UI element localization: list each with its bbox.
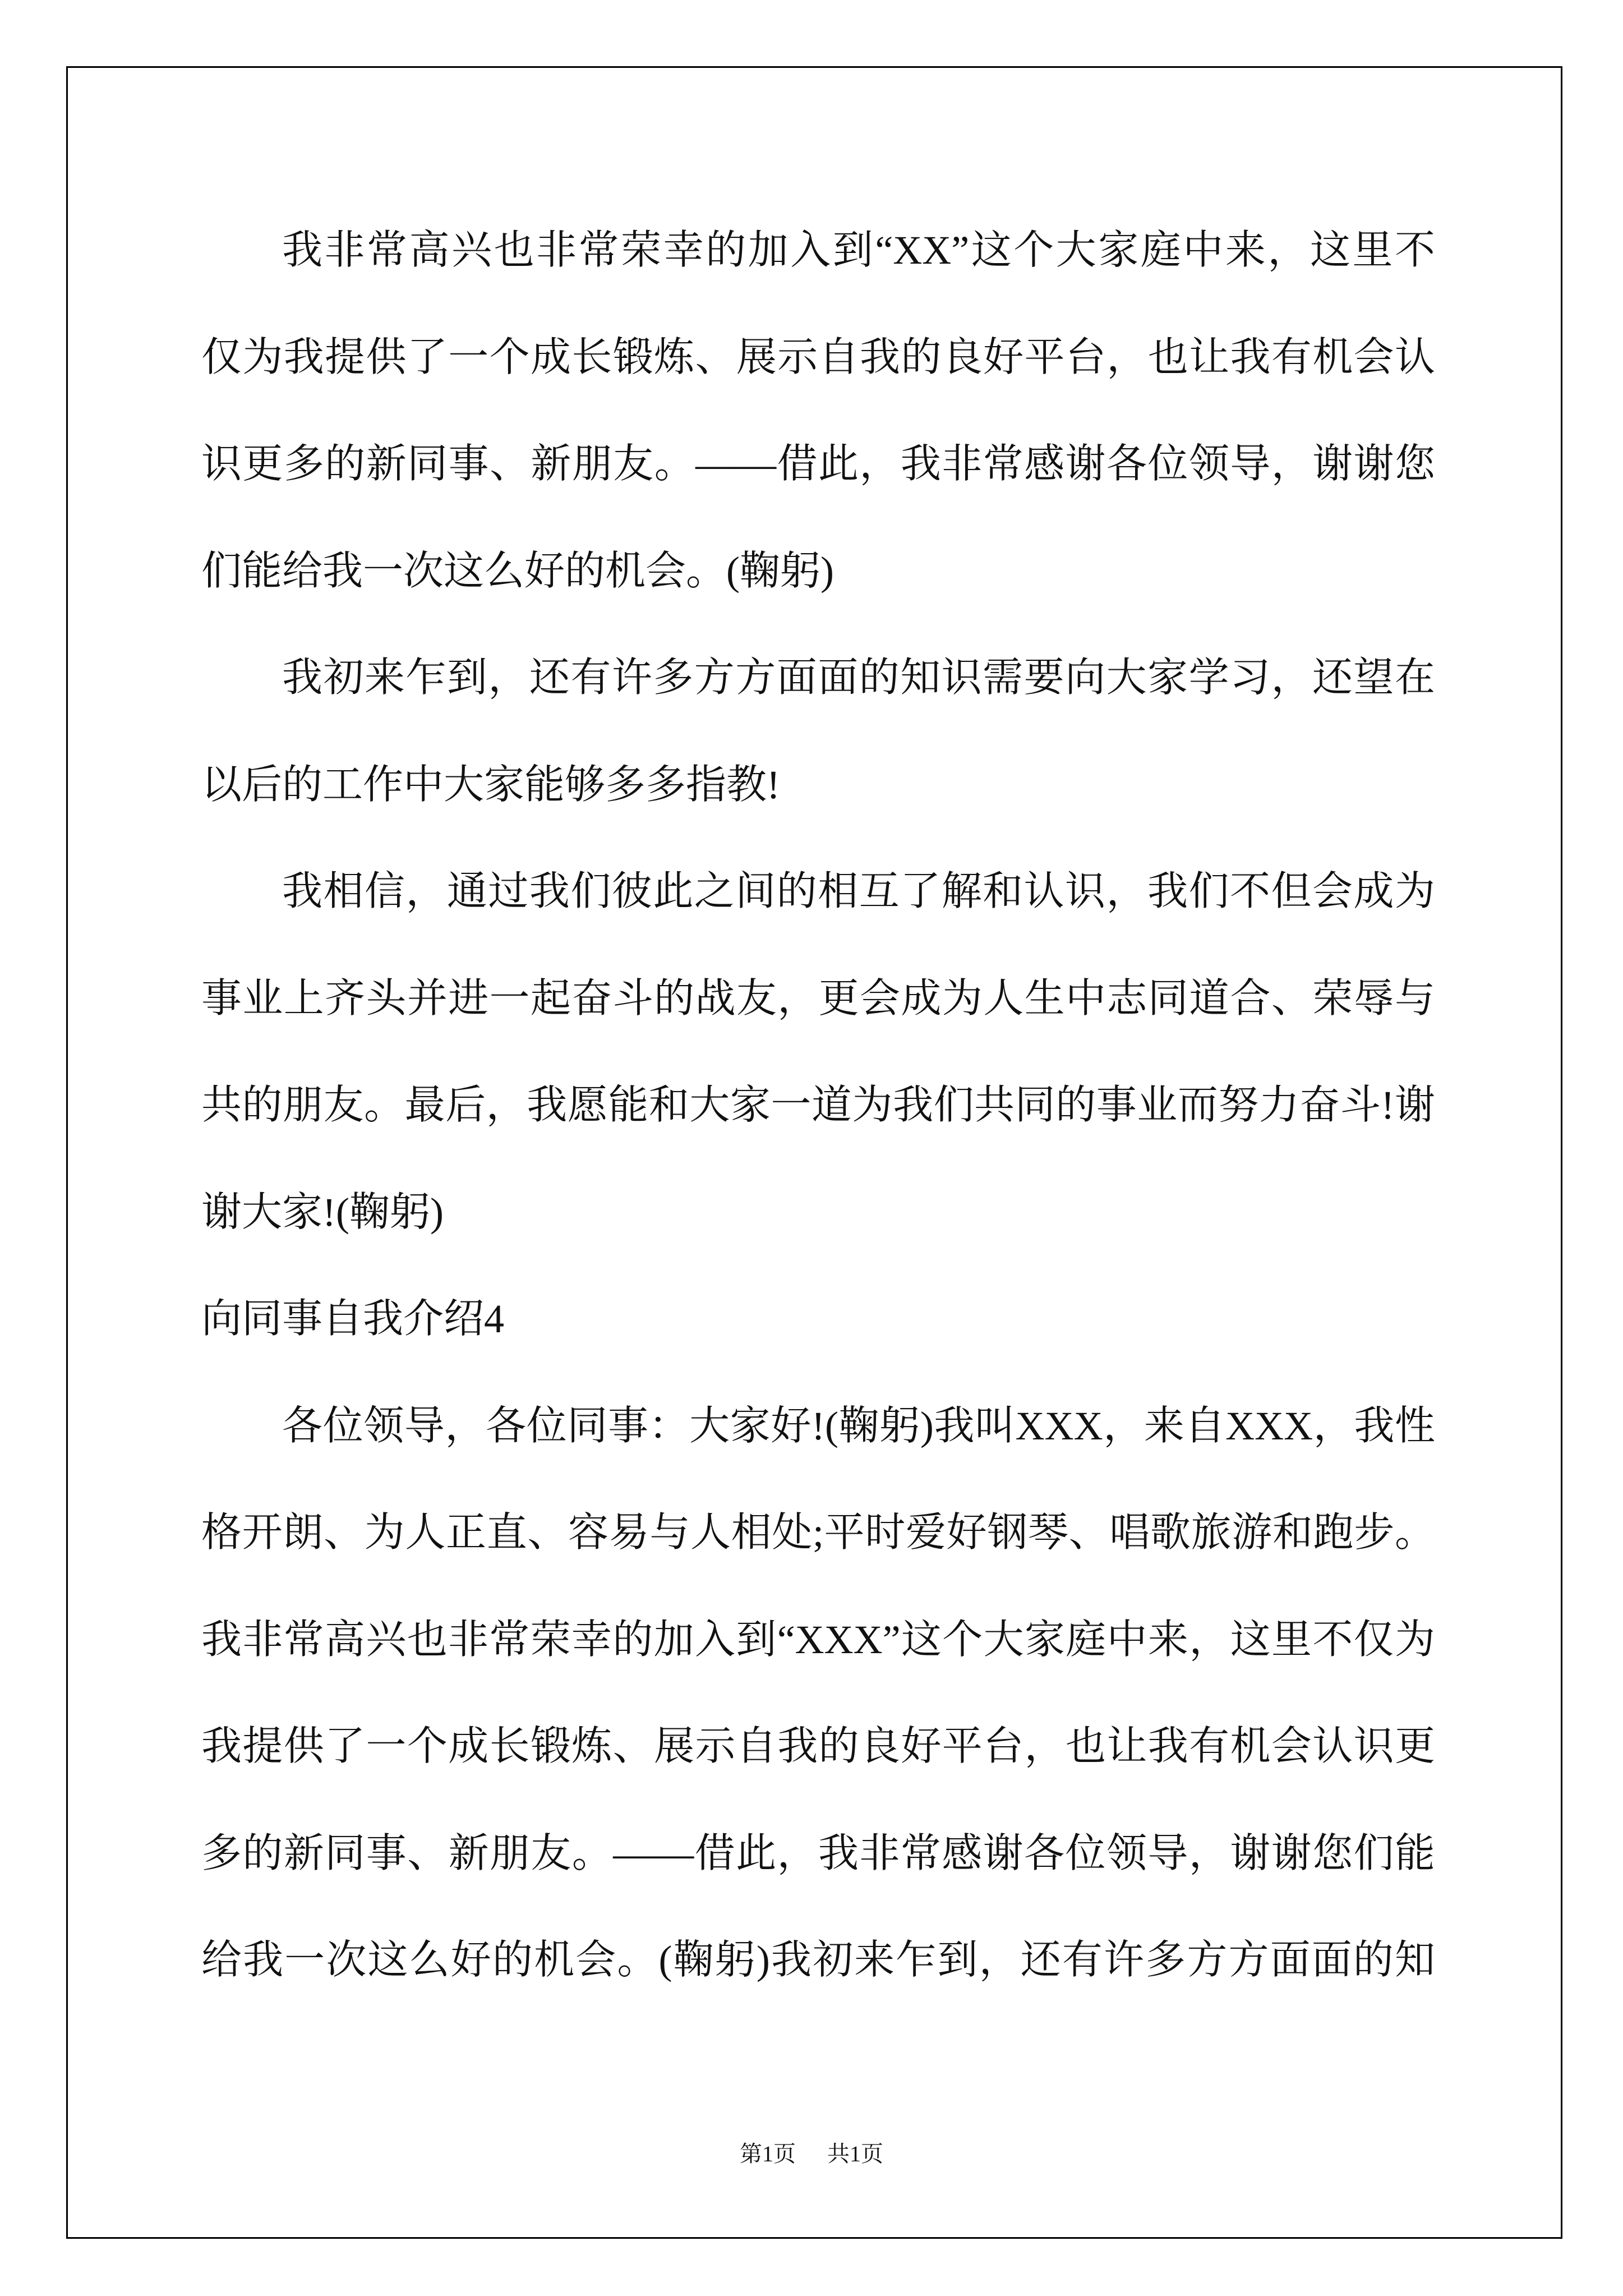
text-line: 各位领导，各位同事：大家好!(鞠躬)我叫XXX，来自XXX，我性 [282,1403,1435,1448]
paragraph [201,838,1435,1266]
text-line: 我初来乍到，还有许多方方面面的知识需要向大家学习，还望在 [282,655,1435,700]
paragraph [201,1373,1435,2014]
paragraph [201,197,1435,624]
paragraph [201,624,1435,838]
text-line: 们能给我一次这么好的机会。(鞠躬) [201,548,834,593]
text-line: 多的新同事、新朋友。——借此，我非常感谢各位领导，谢谢您们能 [201,1830,1435,1876]
text-line: 我提供了一个成长锻炼、展示自我的良好平台，也让我有机会认识更 [201,1724,1435,1769]
text-line: 我相信，通过我们彼此之间的相互了解和认识，我们不但会成为 [282,869,1435,914]
text-line: 以后的工作中大家能够多多指教! [201,762,780,807]
text-line: 谢大家!(鞠躬) [201,1189,444,1235]
page-number: 第1页 [740,2141,796,2166]
text-line: 给我一次这么好的机会。(鞠躬)我初来乍到，还有许多方方面面的知 [201,1938,1435,1982]
text-line: 共的朋友。最后，我愿能和大家一道为我们共同的事业而努力奋斗!谢 [201,1083,1435,1128]
text-line: 识更多的新同事、新朋友。——借此，我非常感谢各位领导，谢谢您 [201,441,1435,486]
text-line: 仅为我提供了一个成长锻炼、展示自我的良好平台，也让我有机会认 [201,334,1435,380]
text-line: 格开朗、为人正直、容易与人相处;平时爱好钢琴、唱歌旅游和跑步。 [201,1510,1435,1555]
document-body [201,197,1435,2014]
text-line: 我非常高兴也非常荣幸的加入到“XX”这个大家庭中来，这里不 [282,228,1435,273]
page-total: 共1页 [827,2141,883,2166]
text-line: 我非常高兴也非常荣幸的加入到“XXX”这个大家庭中来，这里不仅为 [201,1617,1435,1662]
section-heading: 向同事自我介绍4 [201,1296,505,1341]
page-footer [0,2138,1623,2170]
text-line: 事业上齐头并进一起奋斗的战友，更会成为人生中志同道合、荣辱与 [201,976,1435,1021]
